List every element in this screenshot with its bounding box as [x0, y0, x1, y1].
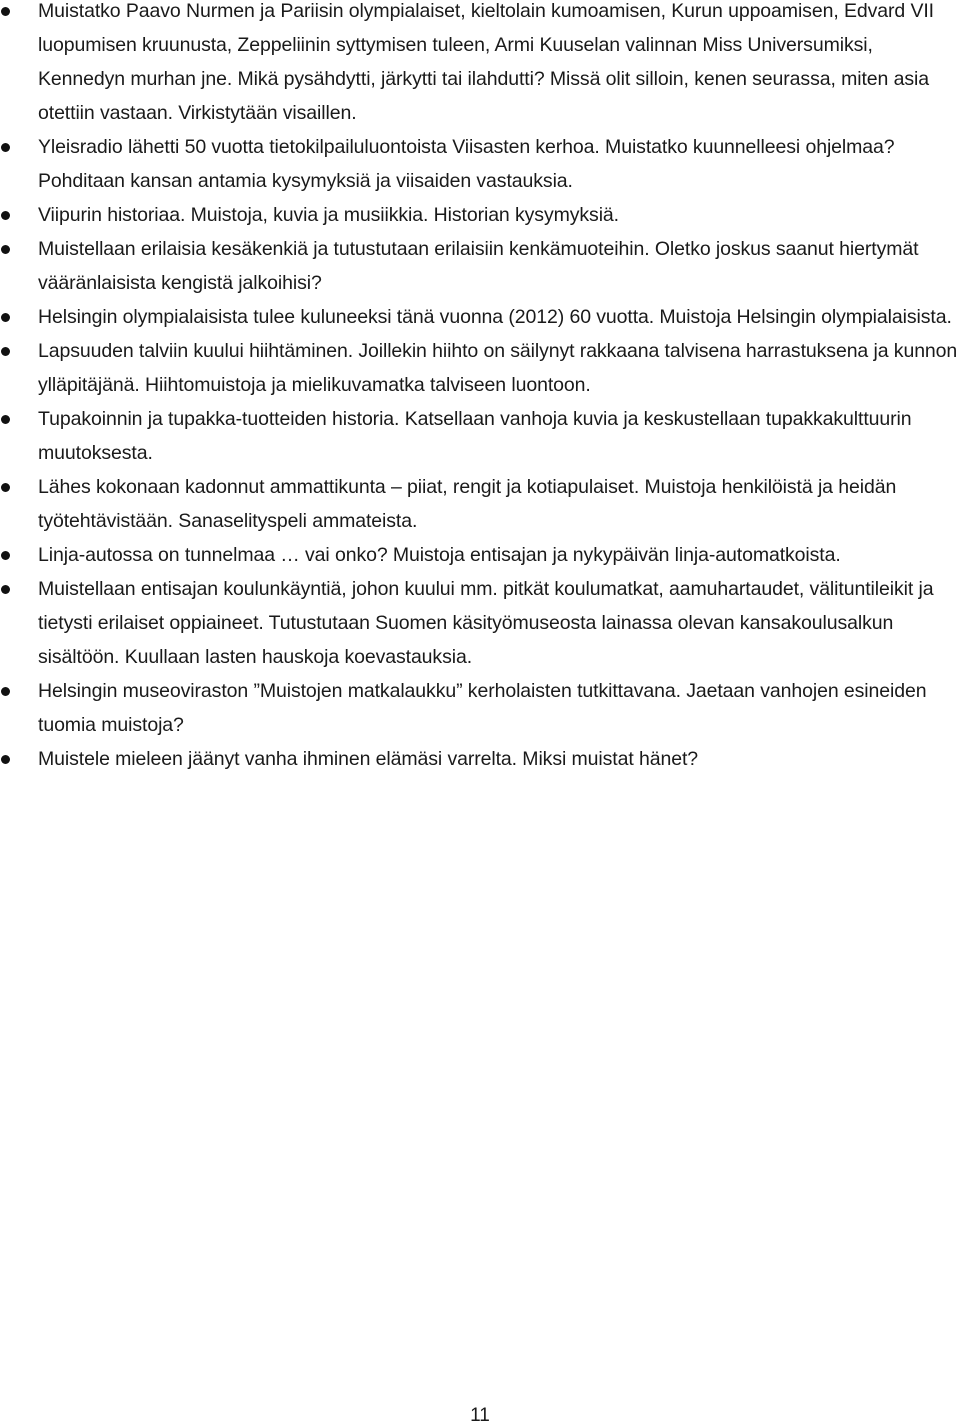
- list-item-text: Muistellaan entisajan koulunkäyntiä, johon kuului mm. pitkät koulumatkat, aamuhartaudet, välituntileikit ja tietysti erilaiset oppiaineet. Tutustutaan Suomen käsityömuseosta lainassa olevan kansakoulusalkun sisältöön. Kuullaan lasten hauskoja koevastauksia.: [38, 578, 934, 668]
- list-item-text: Lapsuuden talviin kuului hiihtäminen. Joillekin hiihto on säilynyt rakkaana talvisena harrastuksena ja kunnon ylläpitäjänä. Hiihtomuistoja ja mielikuvamatka talviseen luontoon.: [38, 340, 958, 396]
- list-item-text: Muistellaan erilaisia kesäkenkiä ja tutustutaan erilaisiin kenkämuoteihin. Oletko joskus saanut hiertymät vääränlaisista kengistä jalkoihisi?: [38, 238, 919, 294]
- list-item-text: Viipurin historiaa. Muistoja, kuvia ja musiikkia. Historian kysymyksiä.: [38, 204, 619, 226]
- list-item: [0, 538, 960, 572]
- list-item: [0, 198, 960, 232]
- bullet-icon: [1, 551, 10, 560]
- list-item: [0, 334, 960, 402]
- list-item: [0, 130, 960, 198]
- list-item-text: Tupakoinnin ja tupakka-tuotteiden historia. Katsellaan vanhoja kuvia ja keskustellaan tupakkakulttuurin muutoksesta.: [38, 408, 912, 464]
- bullet-icon: [1, 755, 10, 764]
- list-item-text: Muistele mieleen jäänyt vanha ihminen elämäsi varrelta. Miksi muistat hänet?: [38, 748, 699, 770]
- bullet-icon: [1, 7, 10, 16]
- bullet-icon: [1, 347, 10, 356]
- list-item: [0, 0, 960, 130]
- page-number: 11: [470, 1405, 490, 1426]
- bullet-icon: [1, 483, 10, 492]
- list-item-text: Muistatko Paavo Nurmen ja Pariisin olympialaiset, kieltolain kumoamisen, Kurun uppoamisen, Edvard VII luopumisen kruunusta, Zeppeliinin syttymisen tuleen, Armi Kuuselan valinnan Miss Universumiksi, Kennedyn murhan jne. Mikä pysähdytti, järkytti tai ilahdutti? Missä olit silloin, kenen seurassa, miten asia otettiin vastaan. Virkistytään visaillen.: [38, 0, 934, 124]
- list-item-text: Linja-autossa on tunnelmaa … vai onko? Muistoja entisajan ja nykypäivän linja-automatkoista.: [38, 544, 841, 566]
- bullet-icon: [1, 245, 10, 254]
- bullet-icon: [1, 687, 10, 696]
- list-item-text: Helsingin museoviraston ”Muistojen matkalaukku” kerholaisten tutkittavana. Jaetaan vanhojen esineiden tuomia muistoja?: [38, 680, 927, 736]
- list-item-text: Helsingin olympialaisista tulee kuluneeksi tänä vuonna (2012) 60 vuotta. Muistoja Helsingin olympialaisista.: [38, 306, 952, 328]
- bullet-icon: [1, 313, 10, 322]
- list-item-text: Lähes kokonaan kadonnut ammattikunta – piiat, rengit ja kotiapulaiset. Muistoja henkilöistä ja heidän työtehtävistään. Sanaselityspeli ammateista.: [38, 476, 897, 532]
- list-item: [0, 300, 960, 334]
- list-item: [0, 572, 960, 674]
- bullet-icon: [1, 211, 10, 220]
- list-item: [0, 674, 960, 742]
- bullet-icon: [1, 585, 10, 594]
- bullet-icon: [1, 143, 10, 152]
- list-item: [0, 232, 960, 300]
- list-item: [0, 470, 960, 538]
- list-item: [0, 742, 960, 776]
- list-item: [0, 402, 960, 470]
- list-item-text: Yleisradio lähetti 50 vuotta tietokilpailuluontoista Viisasten kerhoa. Muistatko kuunnelleesi ohjelmaa? Pohditaan kansan antamia kysymyksiä ja viisaiden vastauksia.: [38, 136, 895, 192]
- bullet-icon: [1, 415, 10, 424]
